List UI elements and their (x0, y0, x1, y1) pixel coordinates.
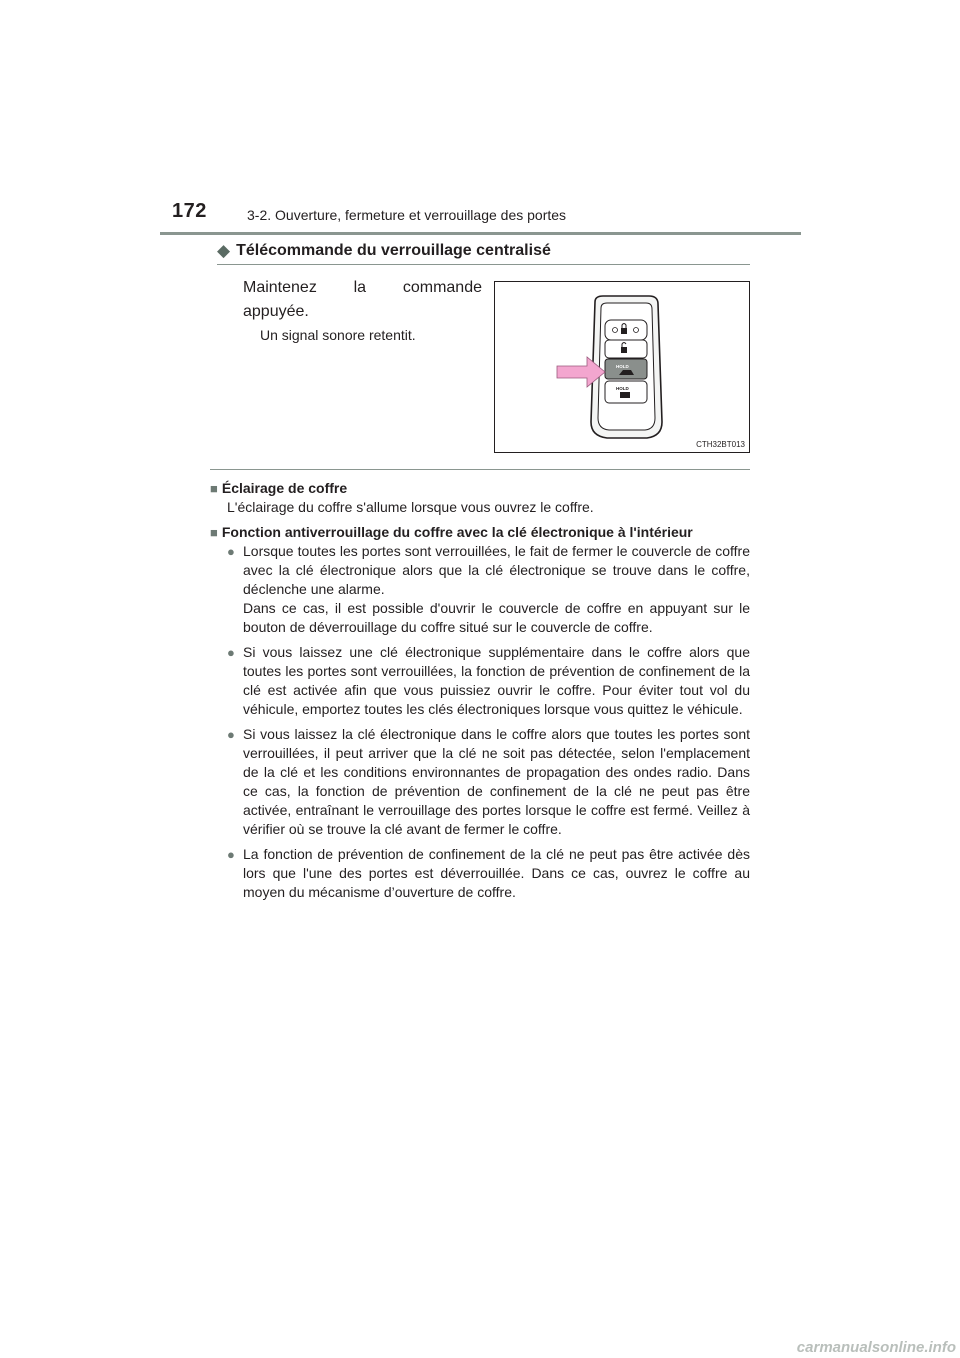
notes-content (210, 479, 750, 908)
bullet-text: Lorsque toutes les portes sont verrouillées, le fait de fermer le couvercle de coffre avec la clé électronique alors que la clé électronique se trouve dans le coffre, déclenche une alarme. (243, 543, 750, 597)
panic-icon (620, 392, 630, 398)
lock-icon (621, 328, 627, 334)
key-fob-illustration (495, 282, 751, 454)
lighting-subhead (210, 479, 750, 498)
figure-code: CTH32BT013 (696, 440, 745, 449)
bullet-text: Si vous laissez une clé électronique supplémentaire dans le coffre alors que toutes les portes sont verrouillées, la fonction de prévention de confinement de la clé est activée afin que vous puissiez ouvrir le coffre. Pour éviter tout vol du véhicule, emportez toutes les clés électroniques lorsque vous quittez le véhicule. (243, 644, 750, 717)
circle-bullet-icon: ● (227, 544, 235, 559)
circle-bullet-icon: ● (227, 645, 235, 660)
square-bullet-icon: ■ (210, 481, 218, 496)
lighting-title: Éclairage de coffre (221, 480, 348, 496)
lighting-text: L'éclairage du coffre s'allume lorsque vous ouvrez le coffre. (227, 499, 594, 515)
watermark[interactable]: carmanualsonline.info (796, 1339, 956, 1356)
bullet-text: La fonction de prévention de confinement de la clé ne peut pas être activée dès lors que l'une des portes est déverrouillée. Dans ce cas, ouvrez le coffre au moyen du mécanisme d’ouverture de coffre. (243, 846, 750, 900)
hold-label-2: HOLD (616, 386, 629, 391)
bullet-text: Si vous laissez la clé électronique dans le coffre alors que toutes les portes sont verrouillées, il peut arriver que la clé ne soit pas détectée, selon l'emplacement de la clé et les conditions environnantes de propagation des ondes radio. Dans ce cas, la fonction de prévention de confinement de la clé ne peut pas être activée, entraînant le verrouillage des portes lorsque le coffre est fermé. Veillez à vérifier où se trouve la clé avant de fermer le coffre. (243, 726, 750, 837)
section-rule (217, 264, 750, 265)
bullet-extra-text: Dans ce cas, il est possible d'ouvrir le couvercle de coffre en appuyant sur le bouton de déverrouillage du coffre situé sur le couvercle de coffre. (243, 600, 750, 635)
diamond-icon: ◆ (217, 241, 231, 260)
header-title: 3-2. Ouverture, fermeture et verrouillage des portes (247, 207, 567, 223)
list-item (227, 725, 750, 839)
list-item (227, 643, 750, 719)
antilock-title: Fonction antiverrouillage du coffre avec la clé électronique à l'intérieur (221, 524, 693, 540)
antilock-subhead (210, 523, 750, 542)
section-heading (217, 241, 551, 261)
section-heading-text: Télécommande du verrouillage centralisé (236, 242, 551, 259)
circle-bullet-icon: ● (227, 847, 235, 862)
list-item (227, 542, 750, 637)
instruction-note: Un signal sonore retentit. (260, 327, 416, 343)
unlock-icon (621, 347, 627, 353)
list-item (227, 845, 750, 902)
key-fob-figure (494, 281, 750, 453)
hold-label-1: HOLD (616, 364, 629, 369)
instruction-text: Maintenez la commande appuyée. (243, 279, 482, 320)
header-rule (160, 232, 801, 235)
trunk-button (605, 359, 647, 379)
square-bullet-icon: ■ (210, 525, 218, 540)
divider (210, 469, 750, 470)
page-number: 172 (172, 200, 207, 222)
circle-bullet-icon: ● (227, 727, 235, 742)
